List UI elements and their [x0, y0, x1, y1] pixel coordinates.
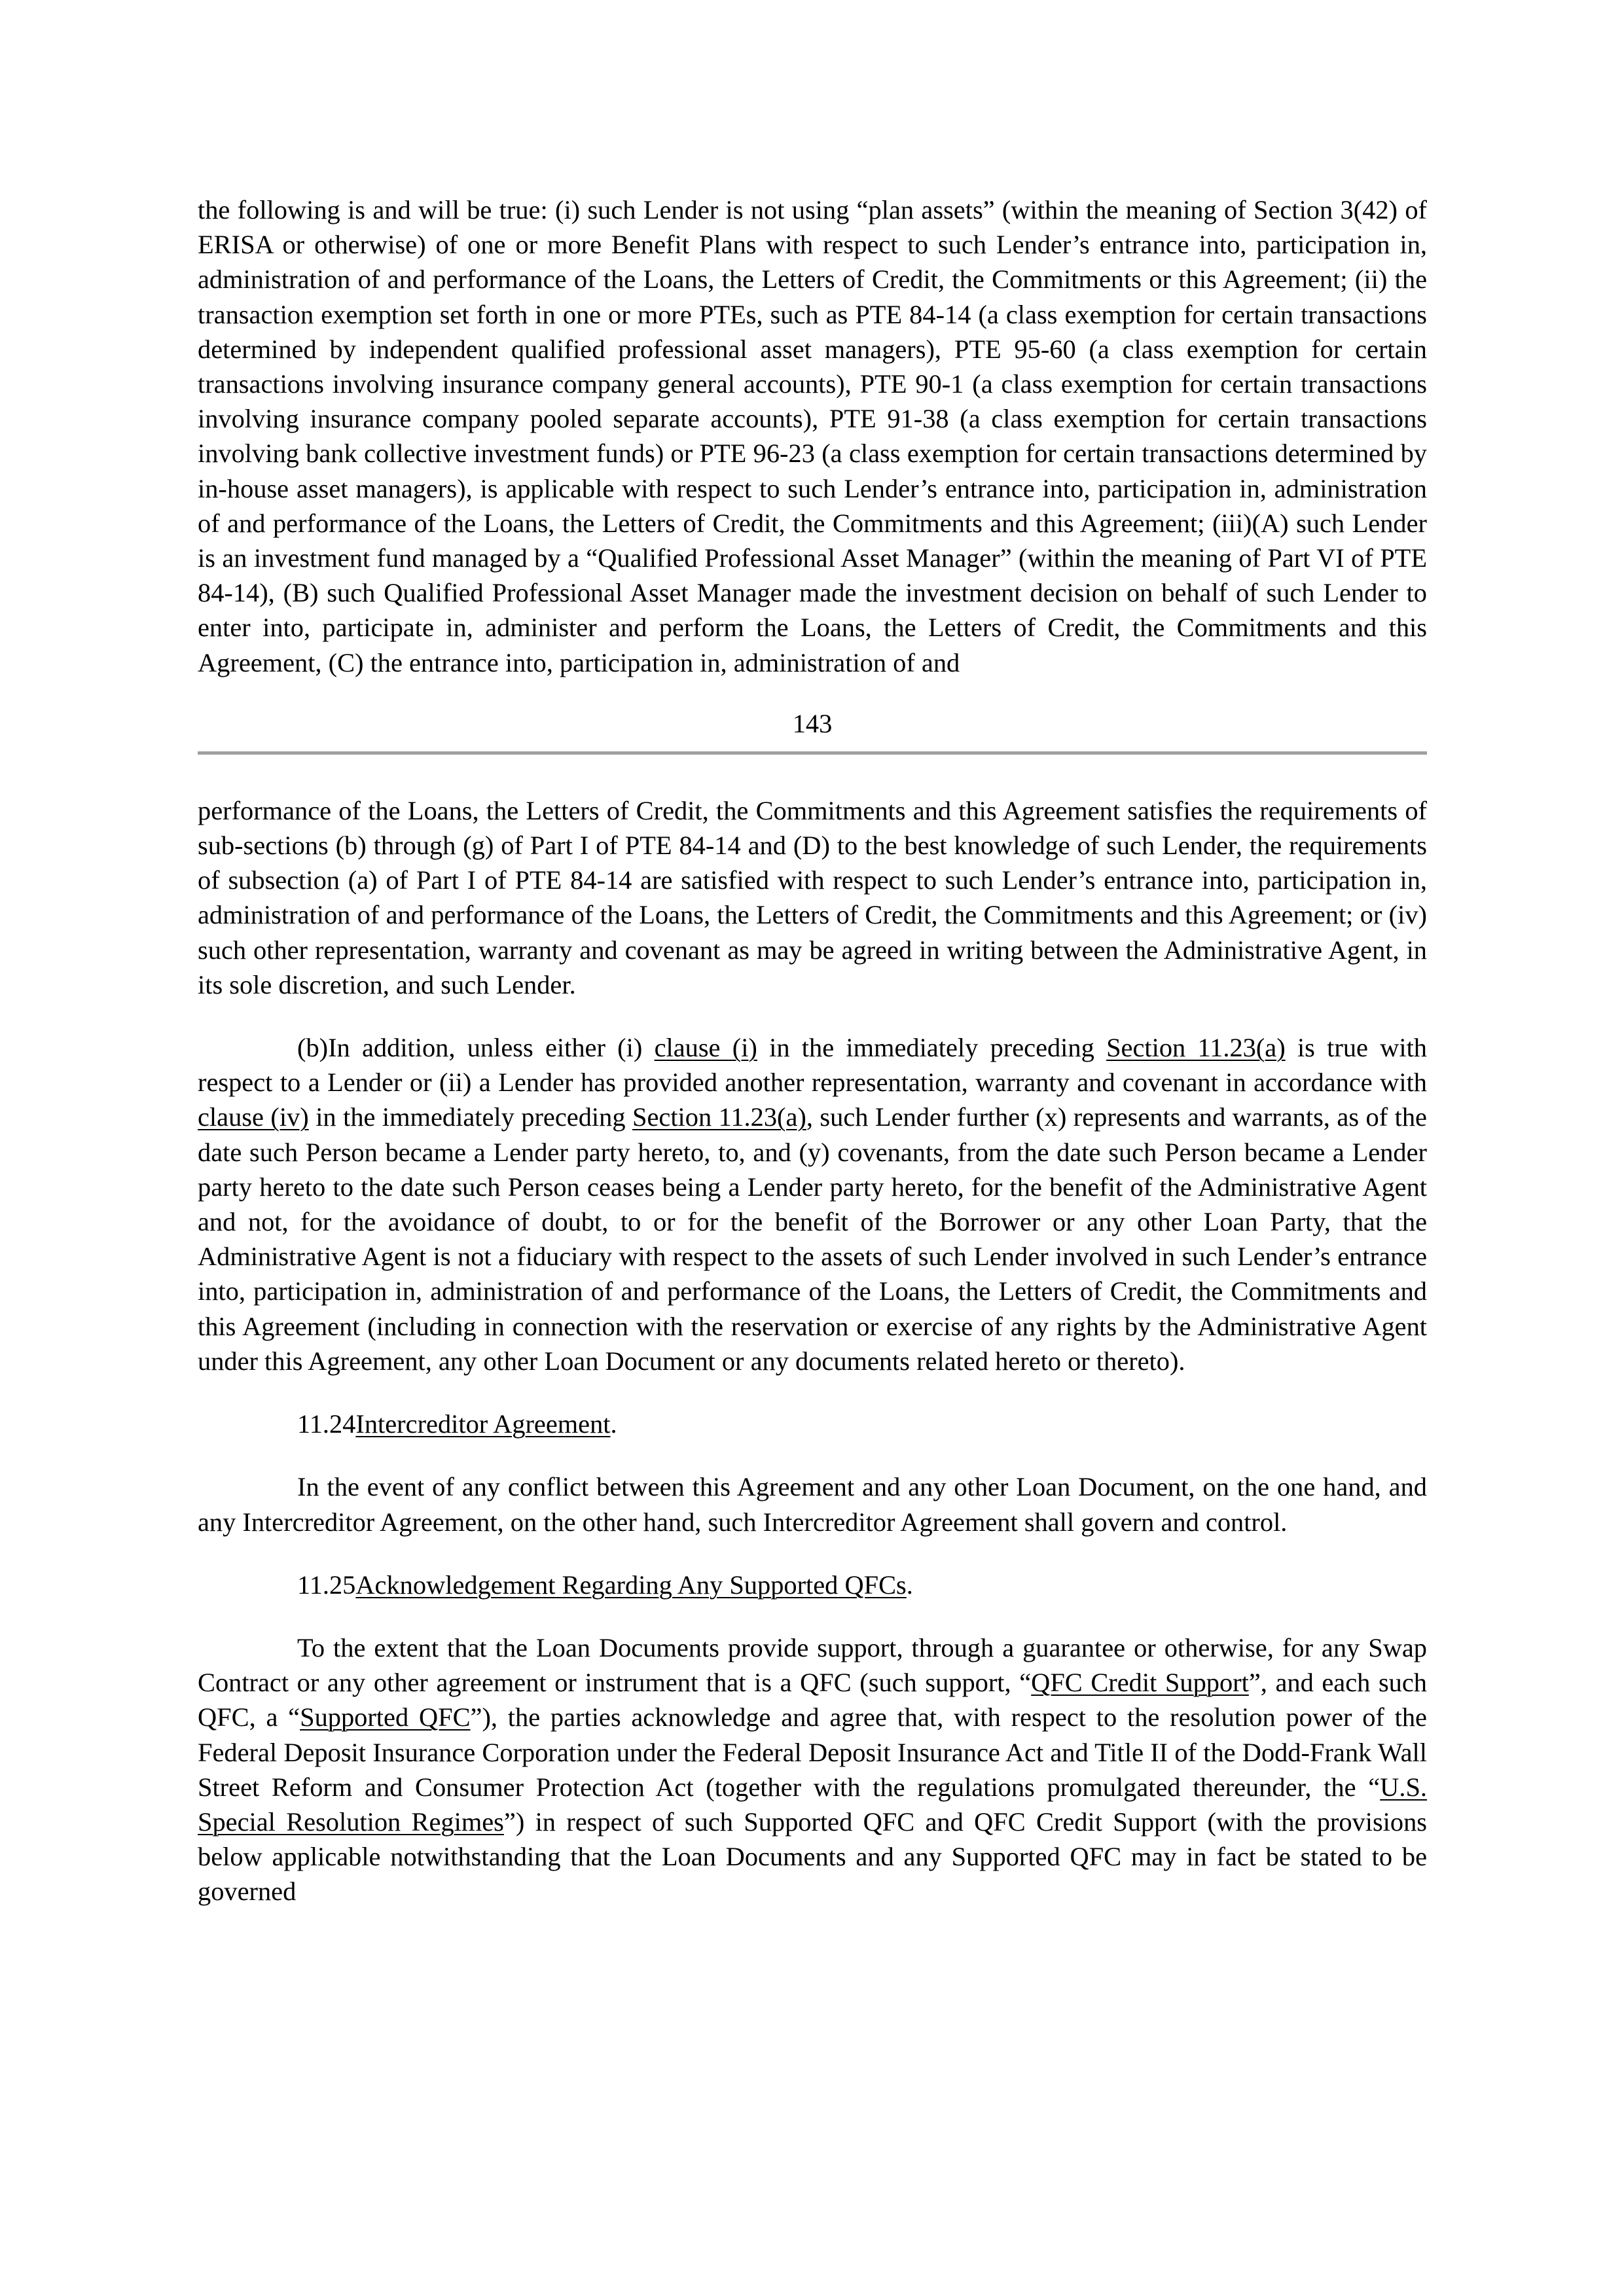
- paragraph-erisa-continued: [198, 192, 1427, 680]
- text-run: To the extent that the Loan Documents provide support, through a guarantee or otherwise, for any Swap Contract or any other agreement or instrument that is a QFC (such support, “: [198, 1632, 1427, 1698]
- defined-term-reference: Intercreditor Agreement: [355, 1409, 611, 1439]
- text-run: In the event of any conflict between this Agreement and any other Loan Document, on the one hand, and any Intercreditor Agreement, on the other hand, such Intercreditor Agreement shall govern and control.: [198, 1472, 1427, 1537]
- text-run: ”), the parties acknowledge and agree that, with respect to the resolution power of the Federal Deposit Insurance Corporation under the Federal Deposit Insurance Act and Title II of the Dodd-Frank Wall Street Reform and Consumer Protection Act (together with the regulations promulgated thereunder, the “: [198, 1702, 1427, 1802]
- paragraph-section-b: [198, 1030, 1427, 1378]
- defined-term-reference: QFC Credit Support: [1031, 1668, 1249, 1698]
- text-run: .: [906, 1570, 913, 1600]
- text-run: in the immediately preceding: [757, 1033, 1107, 1063]
- paragraph-intercreditor: [198, 1469, 1427, 1539]
- defined-term-reference: clause (iv): [198, 1102, 309, 1132]
- text-run: the following is and will be true: (i) such Lender is not using “plan assets” (within the meaning of Section 3(42) of ERISA or otherwise) of one or more Benefit Plans with respect to such Lender’s entrance into, participation in, administration of and performance of the Loans, the Letters of Credit, the Commitments or this Agreement; (ii) the transaction exemption set forth in one or more PTEs, such as PTE 84-14 (a class exemption for certain transactions determined by independent qualified professional asset managers), PTE 95-60 (a class exemption for certain transactions involving insurance company general accounts), PTE 90-1 (a class exemption for certain transactions involving insurance company pooled separate accounts), PTE 91-38 (a class exemption for certain transactions involving bank collective investment funds) or PTE 96-23 (a class exemption for certain transactions determined by in-house asset managers), is applicable with respect to such Lender’s entrance into, participation in, administration of and performance of the Loans, the Letters of Credit, the Commitments and this Agreement; (iii)(A) such Lender is an investment fund managed by a “Qualified Professional Asset Manager” (within the meaning of Part VI of PTE 84-14), (B) such Qualified Professional Asset Manager made the investment decision on behalf of such Lender to enter into, participate in, administer and perform the Loans, the Letters of Credit, the Commitments and this Agreement, (C) the entrance into, participation in, administration of and: [198, 195, 1427, 677]
- text-run: 11.25: [297, 1570, 356, 1600]
- text-run: ”, and each such QFC, a “: [198, 1668, 1427, 1732]
- defined-term-reference: clause (i): [654, 1033, 757, 1063]
- page-number: 143: [792, 708, 833, 738]
- section-heading-11-25: [198, 1568, 1427, 1602]
- defined-term-reference: U.S. Special Resolution Regimes: [198, 1772, 1427, 1837]
- paragraph-performance-continued: [198, 793, 1427, 1002]
- defined-term-reference: Section 11.23(a): [632, 1102, 806, 1132]
- defined-term-reference: Section 11.23(a): [1106, 1033, 1286, 1063]
- section-heading-11-24: [198, 1407, 1427, 1441]
- defined-term-reference: Acknowledgement Regarding Any Supported QFCs: [355, 1570, 907, 1600]
- text-run: ”) in respect of such Supported QFC and QFC Credit Support (with the provisions below applicable notwithstanding that the Loan Documents and any Supported QFC may in fact be stated to be governed: [198, 1806, 1427, 1907]
- text-run: is true with respect to a Lender or (ii) a Lender has provided another representation, warranty and covenant in accordance with: [198, 1033, 1428, 1098]
- text-run: .: [610, 1409, 617, 1439]
- text-run: performance of the Loans, the Letters of Credit, the Commitments and this Agreement satisfies the requirements of sub-sections (b) through (g) of Part I of PTE 84-14 and (D) to the best knowledge of such Lender, the requirements of subsection (a) of Part I of PTE 84-14 are satisfied with respect to such Lender’s entrance into, participation in, administration of and performance of the Loans, the Letters of Credit, the Commitments and this Agreement; or (iv) such other representation, warranty and covenant as may be agreed in writing between the Administrative Agent, in its sole discretion, and such Lender.: [198, 795, 1427, 999]
- text-run: , such Lender further (x) represents and warrants, as of the date such Person became a Lender party hereto, to, and (y) covenants, from the date such Person became a Lender party hereto to the date such Person ceases being a Lender party hereto, for the benefit of the Administrative Agent and not, for the avoidance of doubt, to or for the benefit of the Borrower or any other Loan Party, that the Administrative Agent is not a fiduciary with respect to the assets of such Lender involved in such Lender’s entrance into, participation in, administration of and performance of the Loans, the Letters of Credit, the Commitments and this Agreement (including in connection with the reservation or exercise of any rights by the Administrative Agent under this Agreement, any other Loan Document or any documents related hereto or thereto).: [198, 1102, 1427, 1376]
- paragraph-qfc: [198, 1630, 1427, 1909]
- text-run: in the immediately preceding: [308, 1102, 633, 1132]
- defined-term-reference: Supported QFC: [300, 1702, 471, 1732]
- text-run: 11.24: [297, 1409, 356, 1439]
- document-page: [198, 192, 1427, 1909]
- text-run: (b)In addition, unless either (i): [297, 1033, 655, 1063]
